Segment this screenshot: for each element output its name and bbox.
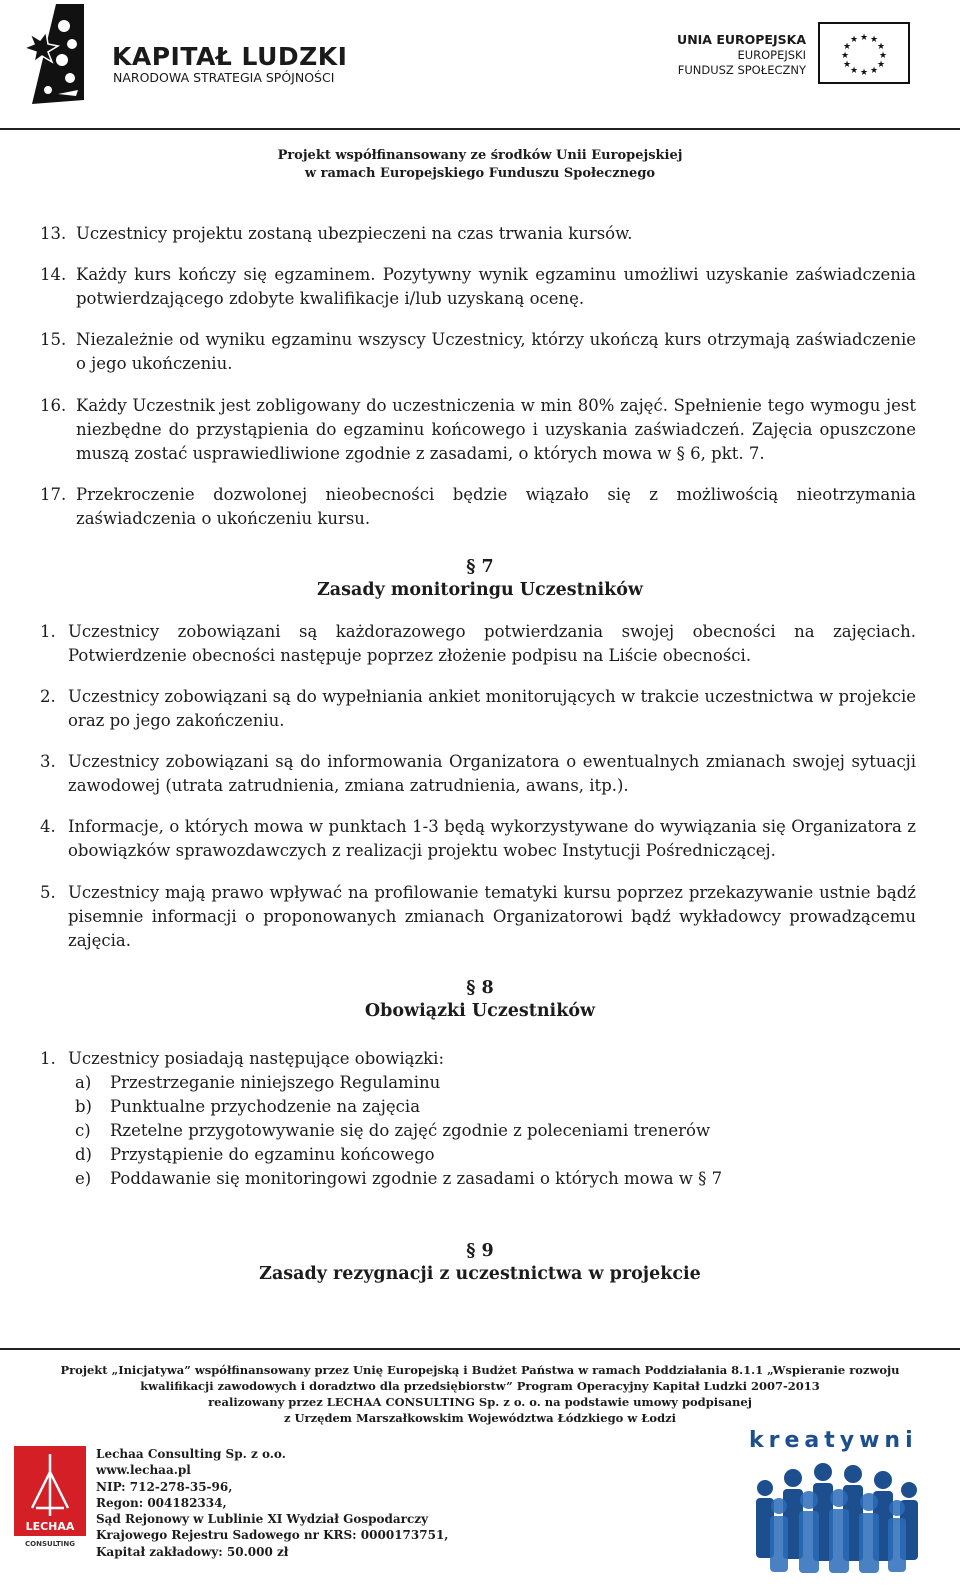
svg-text:★: ★ xyxy=(842,42,852,52)
company-line: Sąd Rejonowy w Lublinie XI Wydział Gospodarczy xyxy=(96,1512,429,1527)
company-website: www.lechaa.pl xyxy=(96,1463,191,1478)
lechaa-logo-subtext: CONSULTING xyxy=(25,1540,75,1548)
company-line: NIP: 712-278-35-96, xyxy=(96,1479,233,1494)
item-number: 16. xyxy=(40,396,67,415)
item-number: 1. xyxy=(40,1049,56,1068)
item-text: Informacje, o których mowa w punktach 1-3 będą wykorzystywane do wywiązania się Organizatora z obowiązków sprawozdawczych z realizacji projektu wobec Instytucji Pośredniczącej. xyxy=(68,817,916,860)
eu-logo-line1: UNIA EUROPEJSKA xyxy=(677,32,806,47)
sub-item-text: Poddawanie się monitoringowi zgodnie z zasadami o których mowa w § 7 xyxy=(110,1169,723,1188)
company-line: Regon: 004182334, xyxy=(96,1495,227,1510)
item-text: Uczestnicy zobowiązani są każdorazowego potwierdzania swojej obecności na zajęciach. Potwierdzenie obecności następuje poprzez złożenie podpisu na Liście obecności. xyxy=(68,622,916,665)
eu-logo-line3: FUNDUSZ SPOŁECZNY xyxy=(677,63,806,77)
header-divider xyxy=(0,128,960,130)
svg-text:★: ★ xyxy=(859,33,869,43)
svg-text:★: ★ xyxy=(859,68,869,78)
eu-logo-line2: EUROPEJSKI xyxy=(737,48,806,62)
lechaa-logo-icon xyxy=(14,1446,86,1536)
eu-flag-icon xyxy=(818,22,910,84)
svg-text:★: ★ xyxy=(869,35,879,45)
svg-text:★: ★ xyxy=(876,42,886,52)
footer-divider xyxy=(0,1348,960,1350)
footer-line1: Projekt „Inicjatywa” współfinansowany przez Unię Europejską i Budżet Państwa w ramach Poddziałania 8.1.1 „Wspieranie rozwoju xyxy=(60,1363,900,1377)
item-number: 13. xyxy=(40,224,67,243)
section-9-title: Zasady rezygnacji z uczestnictwa w projekcie xyxy=(259,1264,701,1284)
kapital-ludzki-emblem-icon xyxy=(18,4,88,108)
sub-item-text: Przystąpienie do egzaminu końcowego xyxy=(110,1145,435,1164)
section-9-sign: § 9 xyxy=(466,1241,494,1261)
company-info xyxy=(96,1446,448,1560)
svg-text:★: ★ xyxy=(849,66,859,76)
kapital-ludzki-title: KAPITAŁ LUDZKI xyxy=(112,42,348,71)
project-funding-line1: Projekt współfinansowany ze środków Unii Europejskiej xyxy=(277,148,683,163)
item-text: Każdy Uczestnik jest zobligowany do uczestniczenia w min 80% zajęć. Spełnienie tego wymogu jest niezbędne do przystąpienia do egzaminu końcowego i uzyskania zaświadczeń. Zajęcia opuszczone muszą zostać usprawiedliwione zgodnie z zasadami, o których mowa w § 6, pkt. 7. xyxy=(76,396,916,463)
lechaa-logo xyxy=(14,1446,86,1554)
item-text: Niezależnie od wyniku egzaminu wszyscy Uczestnicy, którzy ukończą kurs otrzymają zaświadczenie o jego ukończeniu. xyxy=(76,330,916,373)
company-line: Krajowego Rejestru Sadowego nr KRS: 0000173751, xyxy=(96,1528,449,1543)
kreatywni-logo xyxy=(745,1426,925,1576)
sub-item-text: Rzetelne przygotowywanie się do zajęć zgodnie z poleceniami trenerów xyxy=(110,1121,711,1140)
svg-text:★: ★ xyxy=(869,66,879,76)
sub-item-letter: c) xyxy=(75,1121,91,1140)
svg-text:★: ★ xyxy=(840,51,850,61)
item-number: 14. xyxy=(40,265,67,284)
sub-item-letter: a) xyxy=(75,1073,92,1092)
svg-text:★: ★ xyxy=(842,60,852,70)
item-text: Uczestnicy mają prawo wpływać na profilowanie tematyki kursu poprzez przekazywanie ustnie bądź pisemnie informacji o proponowanych zmianach Organizatorowi bądź wykładowcy prowadzącemu zajęcia. xyxy=(68,883,916,950)
item-text: Uczestnicy zobowiązani są do wypełniania ankiet monitorujących w trakcie uczestnictwa w projekcie oraz po jego zakończeniu. xyxy=(68,687,916,730)
project-funding-line2: w ramach Europejskiego Funduszu Społecznego xyxy=(304,166,656,181)
item-number: 4. xyxy=(40,817,56,836)
item-number: 17. xyxy=(40,485,67,504)
section-8-sign: § 8 xyxy=(466,978,494,998)
company-line: Kapitał zakładowy: 50.000 zł xyxy=(96,1544,289,1559)
kreatywni-logo-text: kreatywni xyxy=(749,1428,918,1453)
footer-line3: realizowany przez LECHAA CONSULTING Sp. z o. o. na podstawie umowy podpisanej xyxy=(208,1395,752,1409)
item-text: Każdy kurs kończy się egzaminem. Pozytywny wynik egzaminu umożliwi uzyskanie zaświadczenia potwierdzającego zdobyte kwalifikacje i/lub uzyskaną ocenę. xyxy=(76,265,916,308)
kapital-ludzki-subtitle: NARODOWA STRATEGIA SPÓJNOŚCI xyxy=(113,70,335,85)
sub-item-letter: b) xyxy=(75,1097,92,1116)
sub-item-text: Przestrzeganie niniejszego Regulaminu xyxy=(110,1073,441,1092)
item-number: 1. xyxy=(40,622,56,641)
section-7-title: Zasady monitoringu Uczestników xyxy=(317,580,643,600)
kapital-ludzki-logo xyxy=(18,4,348,108)
item-text: Uczestnicy zobowiązani są do informowania Organizatora o ewentualnych zmianach swojej sytuacji zawodowej (utrata zatrudnienia, zmiana zatrudnienia, awans, itp.). xyxy=(68,752,916,795)
svg-text:★: ★ xyxy=(878,51,888,61)
sub-item-letter: d) xyxy=(75,1145,92,1164)
footer-line4: z Urzędem Marszałkowskim Województwa Łódzkiego w Łodzi xyxy=(283,1411,677,1425)
footer-line2: kwalifikacji zawodowych i doradztwo dla przedsiębiorstw” Program Operacyjny Kapitał Ludzki 2007-2013 xyxy=(140,1379,820,1393)
item-text: Przekroczenie dozwolonej nieobecności będzie wiązało się z możliwością nieotrzymania zaświadczenia o ukończeniu kursu. xyxy=(76,485,916,528)
section-8-title: Obowiązki Uczestników xyxy=(364,1001,596,1021)
svg-text:★: ★ xyxy=(876,60,886,70)
item-number: 5. xyxy=(40,883,56,902)
sub-item-letter: e) xyxy=(75,1169,92,1188)
people-crowd-icon xyxy=(745,1458,925,1576)
svg-text:★: ★ xyxy=(849,35,859,45)
item-number: 3. xyxy=(40,752,56,771)
item-text: Uczestnicy posiadają następujące obowiązki: xyxy=(68,1049,445,1068)
item-number: 15. xyxy=(40,330,67,349)
company-line: Lechaa Consulting Sp. z o.o. xyxy=(96,1447,286,1461)
lechaa-logo-text: LECHAA xyxy=(25,1520,75,1533)
item-text: Uczestnicy projektu zostaną ubezpieczeni na czas trwania kursów. xyxy=(76,224,633,243)
item-number: 2. xyxy=(40,687,56,706)
sub-item-text: Punktualne przychodzenie na zajęcia xyxy=(110,1097,421,1116)
section-7-sign: § 7 xyxy=(466,557,494,577)
eu-logo xyxy=(660,22,910,88)
